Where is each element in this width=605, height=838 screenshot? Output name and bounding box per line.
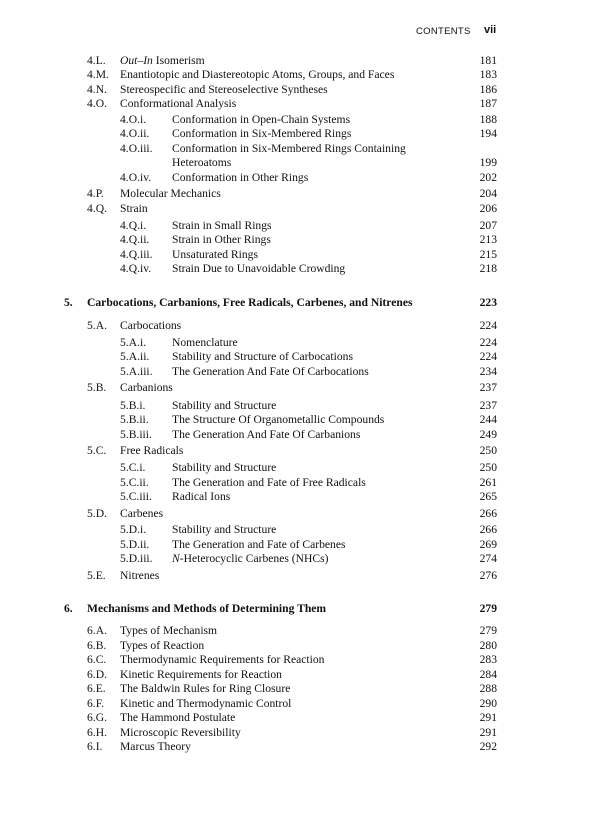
toc-entry-title: Conformation in Open-Chain Systems (172, 113, 351, 126)
toc-entry-page: 292 (479, 740, 497, 753)
toc-entry-title: Heteroatoms (172, 156, 232, 169)
toc-entry-number: 4.Q.i. (120, 219, 147, 232)
toc-entry-title: Mechanisms and Methods of Determining Them (87, 602, 327, 615)
toc-entry-title: Strain (120, 202, 148, 215)
toc-entry-title: Strain in Other Rings (172, 233, 271, 246)
toc-entry-number: 4.Q.iii. (120, 248, 153, 261)
toc-entry-title: Enantiotopic and Diastereotopic Atoms, Groups, and Faces (120, 68, 395, 81)
toc-entry-number: 4.Q. (87, 202, 107, 215)
toc-entry-number: 6.C. (87, 653, 107, 666)
toc-entry-page: 283 (479, 653, 497, 666)
toc-entry-title: Conformational Analysis (120, 97, 237, 110)
toc-entry-number: 6. (64, 602, 73, 615)
toc-entry-page: 274 (479, 552, 497, 565)
toc-entry-title: Marcus Theory (120, 740, 191, 753)
toc-entry-page: 206 (479, 202, 497, 215)
toc-entry-page: 224 (479, 319, 497, 332)
toc-entry-page: 266 (479, 523, 497, 536)
toc-entry-title: Carbocations, Carbanions, Free Radicals, Carbenes, and Nitrenes (87, 296, 413, 309)
toc-entry-number: 4.O.iv. (120, 171, 152, 184)
toc-entry-number: 6.I. (87, 740, 103, 753)
toc-entry-page: 237 (479, 399, 497, 412)
toc-entry-page: 249 (479, 428, 497, 441)
toc-entry-number: 5.C.i. (120, 461, 146, 474)
toc-entry-number: 4.Q.ii. (120, 233, 150, 246)
toc-entry-title: The Generation and Fate of Carbenes (172, 538, 346, 551)
toc-entry-page: 280 (479, 639, 497, 652)
toc-entry-page: 265 (479, 490, 497, 503)
toc-entry-number: 5. (64, 296, 73, 309)
toc-entry-number: 4.Q.iv. (120, 262, 152, 275)
toc-entry-page: 204 (479, 187, 497, 200)
toc-entry-title: Radical Ions (172, 490, 231, 503)
toc-entry-number: 5.C.iii. (120, 490, 152, 503)
toc-entry-number: 5.B.iii. (120, 428, 152, 441)
toc-entry-page: 276 (479, 569, 497, 582)
toc-entry-title: Carbanions (120, 381, 173, 394)
toc-entry-number: 5.A.iii. (120, 365, 153, 378)
toc-entry-number: 4.L. (87, 54, 106, 67)
toc-entry-title: The Generation and Fate of Free Radicals (172, 476, 366, 489)
toc-entry-number: 5.C.ii. (120, 476, 149, 489)
toc-entry-page: 237 (479, 381, 497, 394)
toc-entry-page: 183 (479, 68, 497, 81)
toc-entry-number: 5.B.ii. (120, 413, 149, 426)
toc-entry-title: Out–In Isomerism (120, 54, 205, 67)
toc-entry-number: 5.B.i. (120, 399, 146, 412)
toc-entry-title: Types of Reaction (120, 639, 205, 652)
toc-entry-number: 4.P. (87, 187, 104, 200)
toc-entry-title: Strain in Small Rings (172, 219, 272, 232)
toc-entry-title: Free Radicals (120, 444, 184, 457)
toc-entry-number: 4.O.iii. (120, 142, 153, 155)
toc-entry-title: Stability and Structure of Carbocations (172, 350, 353, 363)
toc-entry-title: The Structure Of Organometallic Compounds (172, 413, 385, 426)
toc-entry-number: 5.A. (87, 319, 107, 332)
toc-entry-page: 291 (479, 726, 497, 739)
toc-entry-title: Types of Mechanism (120, 624, 218, 637)
toc-entry-number: 5.D.iii. (120, 552, 153, 565)
toc-entry-page: 261 (479, 476, 497, 489)
toc-entry-page: 213 (479, 233, 497, 246)
toc-entry-number: 5.D.i. (120, 523, 147, 536)
toc-entry-title: Strain Due to Unavoidable Crowding (172, 262, 346, 275)
toc-entry-page: 187 (479, 97, 497, 110)
toc-entry-page: 199 (479, 156, 497, 169)
toc-entry-number: 4.M. (87, 68, 109, 81)
toc-entry-title: Thermodynamic Requirements for Reaction (120, 653, 325, 666)
toc-entry-number: 6.D. (87, 668, 107, 681)
toc-entry-title: Unsaturated Rings (172, 248, 258, 261)
toc-entry-title: Stability and Structure (172, 461, 277, 474)
toc-entry-page: 218 (479, 262, 497, 275)
toc-entry-title: Nitrenes (120, 569, 160, 582)
toc-entry-number: 4.O. (87, 97, 107, 110)
toc-entry-page: 186 (479, 83, 497, 96)
toc-entry-page: 202 (479, 171, 497, 184)
toc-entry-title: Kinetic and Thermodynamic Control (120, 697, 292, 710)
toc-entry-number: 5.A.i. (120, 336, 147, 349)
toc-entry-page: 207 (479, 219, 497, 232)
toc-entry-title: Nomenclature (172, 336, 238, 349)
toc-entry-title: Carbocations (120, 319, 182, 332)
toc-entry-number: 4.O.i. (120, 113, 147, 126)
toc-entry-number: 6.H. (87, 726, 107, 739)
toc-entry-title: Microscopic Reversibility (120, 726, 241, 739)
toc-entry-number: 5.C. (87, 444, 107, 457)
toc-entry-page: 250 (479, 444, 497, 457)
toc-entry-title: The Generation And Fate Of Carbocations (172, 365, 369, 378)
toc-entry-title: Molecular Mechanics (120, 187, 221, 200)
toc-entry-title: Kinetic Requirements for Reaction (120, 668, 282, 681)
toc-entry-number: 4.N. (87, 83, 107, 96)
toc-entry-title: Stability and Structure (172, 399, 277, 412)
toc-entry-number: 5.D. (87, 507, 107, 520)
toc-entry-title: Carbenes (120, 507, 164, 520)
toc-entry-page: 244 (479, 413, 497, 426)
toc-entry-page: 215 (479, 248, 497, 261)
toc-entry-page: 181 (479, 54, 497, 67)
toc-entry-page: 266 (479, 507, 497, 520)
toc-entry-title: Conformation in Other Rings (172, 171, 309, 184)
toc-entry-number: 5.A.ii. (120, 350, 150, 363)
header-page-number: vii (484, 24, 497, 36)
toc-entry-page: 234 (479, 365, 497, 378)
toc-entry-title: Stability and Structure (172, 523, 277, 536)
toc-entry-number: 6.E. (87, 682, 106, 695)
toc-entry-number: 5.B. (87, 381, 107, 394)
toc-entry-page: 290 (479, 697, 497, 710)
toc-entry-page: 188 (479, 113, 497, 126)
toc-entry-title: Stereospecific and Stereoselective Syntheses (120, 83, 328, 96)
toc-entry-title: The Hammond Postulate (120, 711, 236, 724)
toc-entry-page: 194 (479, 127, 497, 140)
toc-entry-number: 4.O.ii. (120, 127, 150, 140)
toc-entry-title: Conformation in Six-Membered Rings (172, 127, 352, 140)
toc-entry-number: 6.G. (87, 711, 107, 724)
toc-entry-title: Conformation in Six-Membered Rings Containing (172, 142, 406, 155)
toc-entry-page: 279 (479, 602, 497, 615)
toc-entry-number: 6.F. (87, 697, 105, 710)
toc-entry-number: 6.A. (87, 624, 107, 637)
toc-entry-title: N-Heterocyclic Carbenes (NHCs) (172, 552, 329, 565)
toc-entry-page: 224 (479, 350, 497, 363)
toc-entry-page: 269 (479, 538, 497, 551)
toc-entry-title: The Baldwin Rules for Ring Closure (120, 682, 291, 695)
toc-entry-page: 224 (479, 336, 497, 349)
header-section-title: CONTENTS (416, 26, 471, 37)
toc-entry-page: 279 (479, 624, 497, 637)
toc-entry-number: 5.D.ii. (120, 538, 150, 551)
toc-entry-number: 5.E. (87, 569, 106, 582)
toc-entry-page: 284 (479, 668, 497, 681)
toc-entry-page: 250 (479, 461, 497, 474)
toc-entry-number: 6.B. (87, 639, 107, 652)
toc-entry-page: 288 (479, 682, 497, 695)
toc-entry-title: The Generation And Fate Of Carbanions (172, 428, 361, 441)
toc-entry-page: 223 (479, 296, 497, 309)
toc-entry-page: 291 (479, 711, 497, 724)
